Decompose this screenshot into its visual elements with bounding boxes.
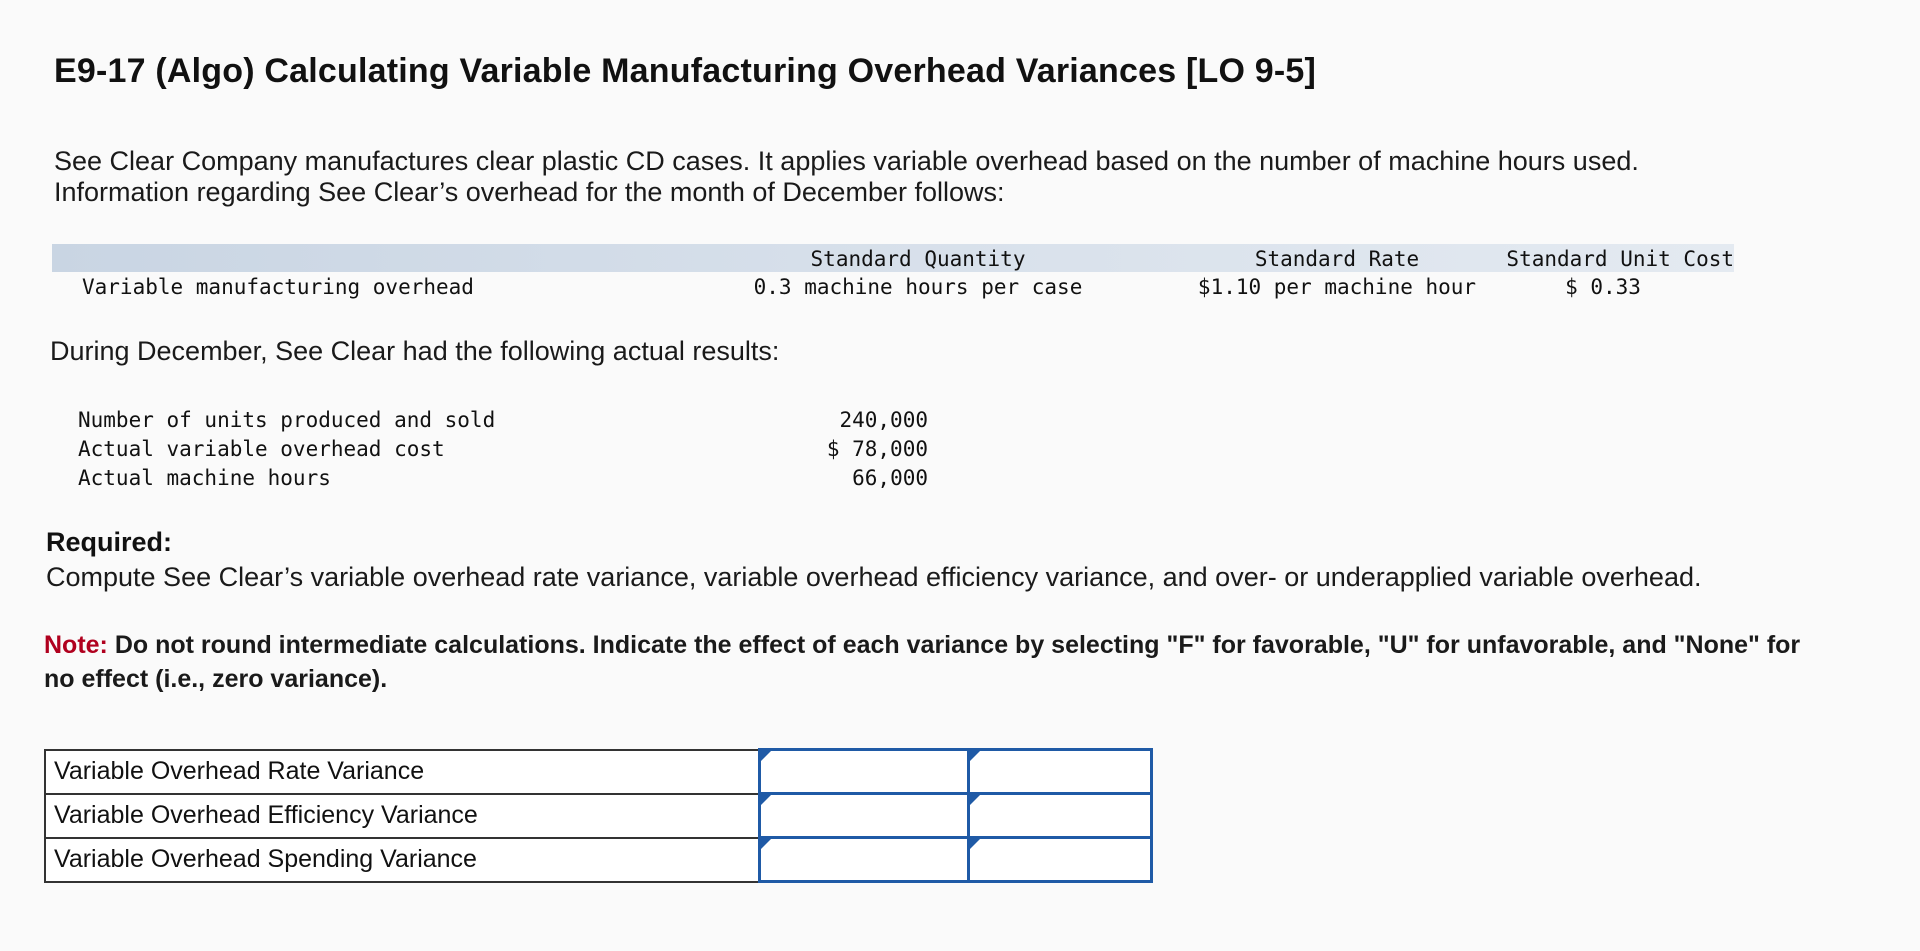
row-standard-quantity: 0.3 machine hours per case <box>753 275 1083 299</box>
actual-value: $ 78,000 <box>826 437 928 461</box>
header-standard-rate: Standard Rate <box>1254 247 1420 271</box>
actual-label: Number of units produced and sold <box>78 408 496 432</box>
actual-label: Actual machine hours <box>78 466 331 490</box>
row-label: Variable manufacturing overhead <box>82 275 474 299</box>
spending-variance-effect-select[interactable] <box>970 839 1150 880</box>
problem-intro <box>54 146 1874 208</box>
row-standard-unit-cost: $ 0.33 <box>1565 275 1641 299</box>
variance-label: Variable Overhead Efficiency Variance <box>45 794 760 838</box>
standard-cost-row <box>52 272 1734 302</box>
intro-line-2: Information regarding See Clear’s overhead for the month of December follows: <box>54 177 1005 207</box>
note-prefix: Note: <box>44 631 108 659</box>
standard-cost-header <box>52 244 1734 272</box>
actual-row <box>78 466 938 495</box>
efficiency-variance-effect-select[interactable] <box>970 795 1150 836</box>
note-text: Do not round intermediate calculations. Indicate the effect of each variance by selecting "F" for favorable, "U" for unfavorable, and "None" for no effect (i.e., zero variance). <box>44 631 1801 693</box>
actuals-intro: During December, See Clear had the following actual results: <box>50 336 780 366</box>
rate-variance-amount-input[interactable] <box>761 751 967 792</box>
rate-variance-effect-select[interactable] <box>970 751 1150 792</box>
effect-cell[interactable] <box>969 794 1152 838</box>
required-heading: Required: <box>46 527 173 557</box>
spending-variance-amount-input[interactable] <box>761 839 967 880</box>
problem-title: E9-17 (Algo) Calculating Variable Manufacturing Overhead Variances [LO 9-5] <box>54 52 1317 90</box>
standard-cost-table <box>52 244 1734 302</box>
amount-cell[interactable] <box>760 750 969 794</box>
actual-value: 66,000 <box>852 466 928 490</box>
row-standard-rate: $1.10 per machine hour <box>1197 275 1477 299</box>
intro-line-1: See Clear Company manufactures clear plastic CD cases. It applies variable overhead based on the number of machine hours used. <box>54 146 1639 176</box>
actual-label: Actual variable overhead cost <box>78 437 445 461</box>
actual-value: 240,000 <box>839 408 928 432</box>
effect-cell[interactable] <box>969 750 1152 794</box>
actual-row <box>78 408 938 437</box>
answer-table <box>44 748 1153 883</box>
variance-label: Variable Overhead Spending Variance <box>45 838 760 882</box>
table-row <box>45 750 1152 794</box>
table-row <box>45 794 1152 838</box>
instruction-note <box>44 628 1804 696</box>
actual-row <box>78 437 938 466</box>
actual-results-table <box>78 408 938 495</box>
amount-cell[interactable] <box>760 794 969 838</box>
efficiency-variance-amount-input[interactable] <box>761 795 967 836</box>
effect-cell[interactable] <box>969 838 1152 882</box>
required-text: Compute See Clear’s variable overhead rate variance, variable overhead efficiency variance, and over- or underapplied variable overhead. <box>46 562 1702 592</box>
table-row <box>45 838 1152 882</box>
variance-label: Variable Overhead Rate Variance <box>45 750 760 794</box>
amount-cell[interactable] <box>760 838 969 882</box>
header-standard-quantity: Standard Quantity <box>810 247 1026 271</box>
header-standard-unit-cost: Standard Unit Cost <box>1506 247 1734 271</box>
